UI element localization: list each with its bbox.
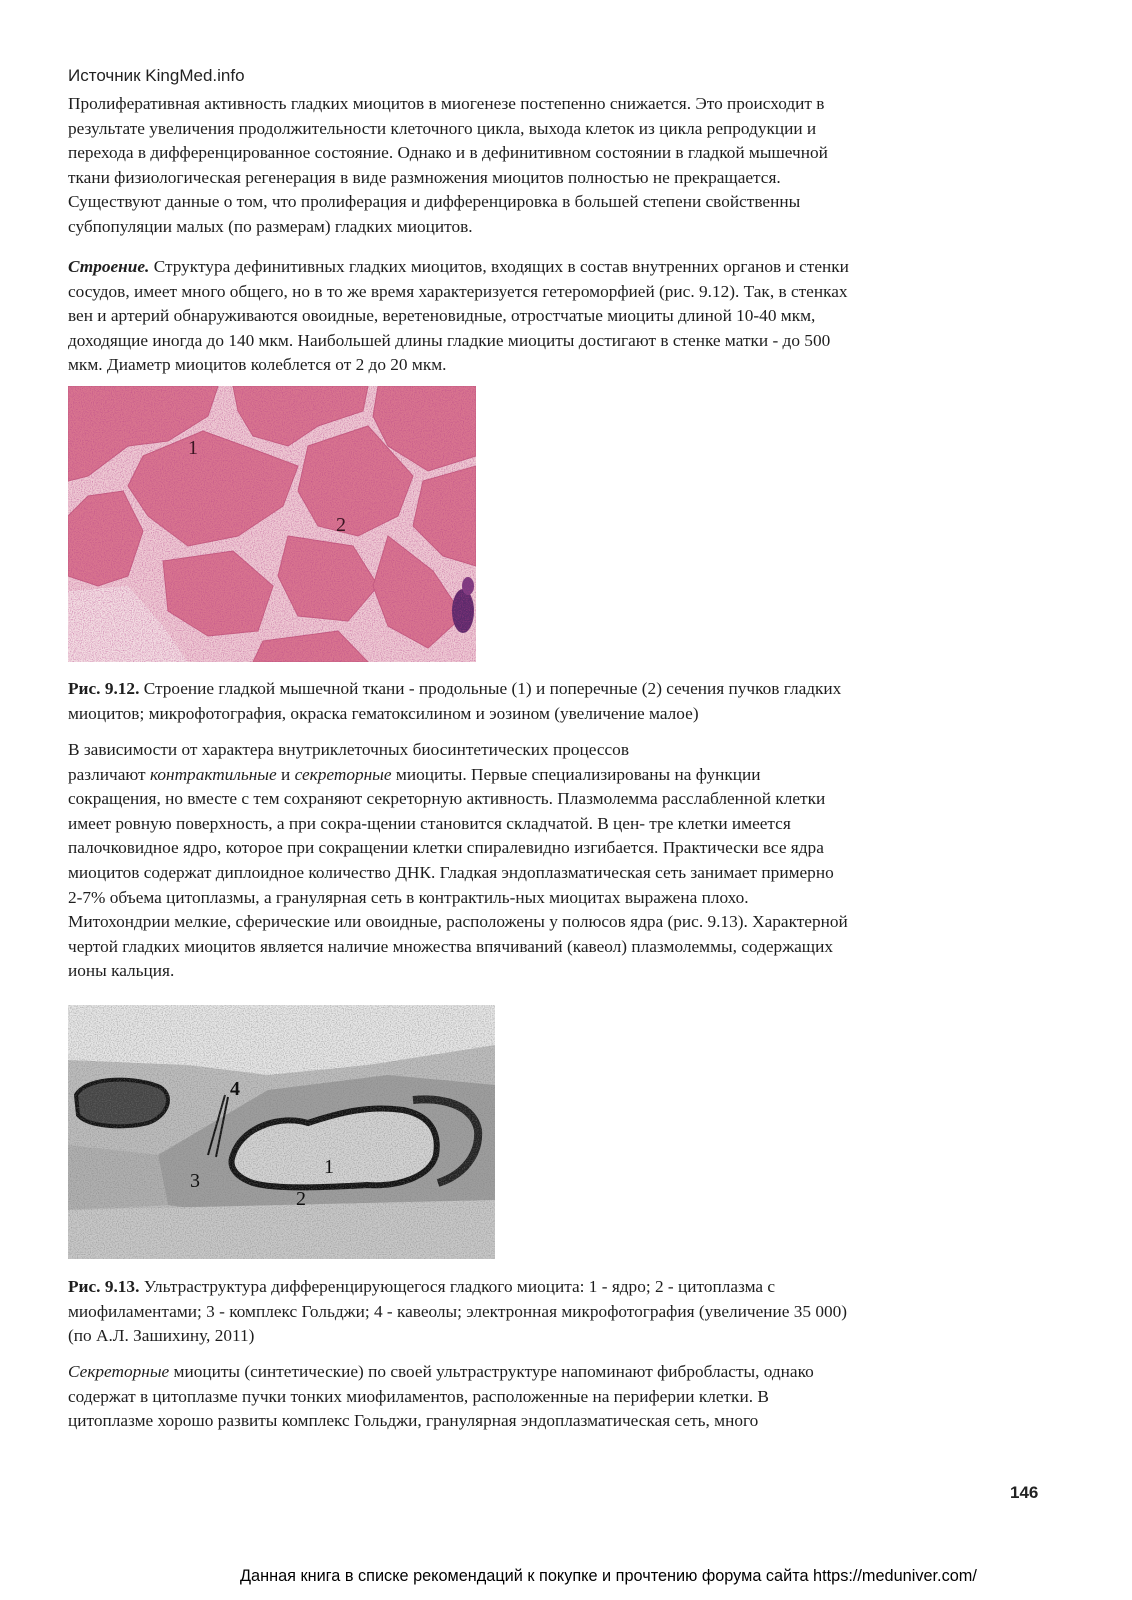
caption-id: Рис. 9.12. xyxy=(68,679,140,698)
caption-line: Рис. 9.13. Ультраструктура дифференцирующегося гладкого миоцита: 1 - ядро; 2 - цитоплазма с xyxy=(68,1277,776,1296)
paragraph-myocyte-types xyxy=(68,738,1068,984)
figure-9-13-electron-micrograph xyxy=(68,1005,495,1259)
text-line: Митохондрии мелкие, сферические или овоидные, расположены у полюсов ядра (рис. 9.13). Характерной xyxy=(68,912,848,932)
text-line: 2-7% объема цитоплазмы, а гранулярная сеть в контрактиль-ных миоцитах выражена плохо. xyxy=(68,887,749,907)
footer-note: Данная книга в списке рекомендаций к покупке и прочтению форума сайта https://meduniver.com/ xyxy=(240,1567,977,1585)
text-line: Строение. Структура дефинитивных гладких миоцитов, входящих в состав внутренних органов и стенки xyxy=(68,257,849,276)
figure-label-2: 2 xyxy=(336,514,346,536)
text-line: ионы кальция. xyxy=(68,961,175,981)
caption-line: (по А.Л. Зашихину, 2011) xyxy=(68,1326,255,1346)
figure-label-3: 3 xyxy=(190,1170,200,1192)
text-line: Существуют данные о том, что пролиферация и дифференцировка в большей степени свойственны xyxy=(68,192,801,212)
caption-line: миофиламентами; 3 - комплекс Гольджи; 4 - кавеолы; электронная микрофотография (увеличение 35 000) xyxy=(68,1301,848,1321)
paragraph-proliferation xyxy=(68,92,1068,240)
figure-9-12-micrograph xyxy=(68,386,476,662)
text-line: ткани физиологическая регенерация в виде размножения миоцитов полностью не прекращается. xyxy=(68,167,781,187)
figure-label-1: 1 xyxy=(188,437,198,459)
source-header: Источник KingMed.info xyxy=(68,66,245,85)
figure-9-13-caption xyxy=(68,1275,1068,1349)
text-line: перехода в дифференцированное состояние. Однако и в дефинитивном состоянии в гладкой мышечной xyxy=(68,143,828,163)
section-lead: Секреторные xyxy=(68,1362,170,1381)
text-line: содержат в цитоплазме пучки тонких миофиламентов, расположенные на периферии клетки. В xyxy=(68,1386,769,1406)
text-line: доходящие иногда до 140 мкм. Наибольшей длины гладкие миоциты достигают в стенке матки - до 500 xyxy=(68,330,831,350)
text-line: миоцитов содержат диплоидное количество ДНК. Гладкая эндоплазматическая сеть занимает примерно xyxy=(68,862,834,882)
figure-label-4: 4 xyxy=(230,1078,240,1100)
caption-line: миоцитов; микрофотография, окраска гематоксилином и эозином (увеличение малое) xyxy=(68,703,699,723)
figure-label-2: 2 xyxy=(296,1188,306,1210)
figure-9-12-caption xyxy=(68,677,1068,726)
text-line: чертой гладких миоцитов является наличие множества впячиваний (кавеол) плазмолеммы, содержащих xyxy=(68,936,833,956)
text-line: Секреторные миоциты (синтетические) по своей ультраструктуре напоминают фибробласты, однако xyxy=(68,1362,814,1381)
text-line: сокращения, но вместе с тем сохраняют секреторную активность. Плазмолемма расслабленной клетки xyxy=(68,789,826,809)
caption-id: Рис. 9.13. xyxy=(68,1277,140,1296)
text-line: вен и артерий обнаруживаются овоидные, веретеновидные, отростчатые миоциты длиной 10-40 мкм, xyxy=(68,306,816,326)
text-line: субпопуляции малых (по размерам) гладких миоцитов. xyxy=(68,216,473,236)
text-line: мкм. Диаметр миоцитов колеблется от 2 до 20 мкм. xyxy=(68,355,447,375)
text-line: различают контрактильные и секреторные миоциты. Первые специализированы на функции xyxy=(68,764,761,784)
text-line: цитоплазме хорошо развиты комплекс Гольджи, гранулярная эндоплазматическая сеть, много xyxy=(68,1411,759,1431)
paragraph-structure xyxy=(68,255,1068,378)
text-line: Пролиферативная активность гладких миоцитов в миогенезе постепенно снижается. Это происходит в xyxy=(68,94,825,113)
text-line: сосудов, имеет много общего, но в то же время характеризуется гетероморфией (рис. 9.12). Так, в стенках xyxy=(68,281,848,301)
paragraph-secretory xyxy=(68,1360,1068,1434)
figure-label-1: 1 xyxy=(324,1156,334,1178)
text-line: палочковидное ядро, которое при сокращении клетки спиралевидно изгибается. Практически все ядра xyxy=(68,838,824,858)
text-line: результате увеличения продолжительности клеточного цикла, выхода клеток из цикла репродукции и xyxy=(68,118,817,138)
caption-line: Рис. 9.12. Строение гладкой мышечной ткани - продольные (1) и поперечные (2) сечения пучков гладких xyxy=(68,679,842,698)
text-line: В зависимости от характера внутриклеточных биосинтетических процессов xyxy=(68,740,629,759)
text-line: имеет ровную поверхность, а при сокра-щении становится складчатой. В цен- тре клетки имеется xyxy=(68,813,791,833)
section-lead: Строение. xyxy=(68,257,150,276)
page-number: 146 xyxy=(1010,1483,1039,1502)
